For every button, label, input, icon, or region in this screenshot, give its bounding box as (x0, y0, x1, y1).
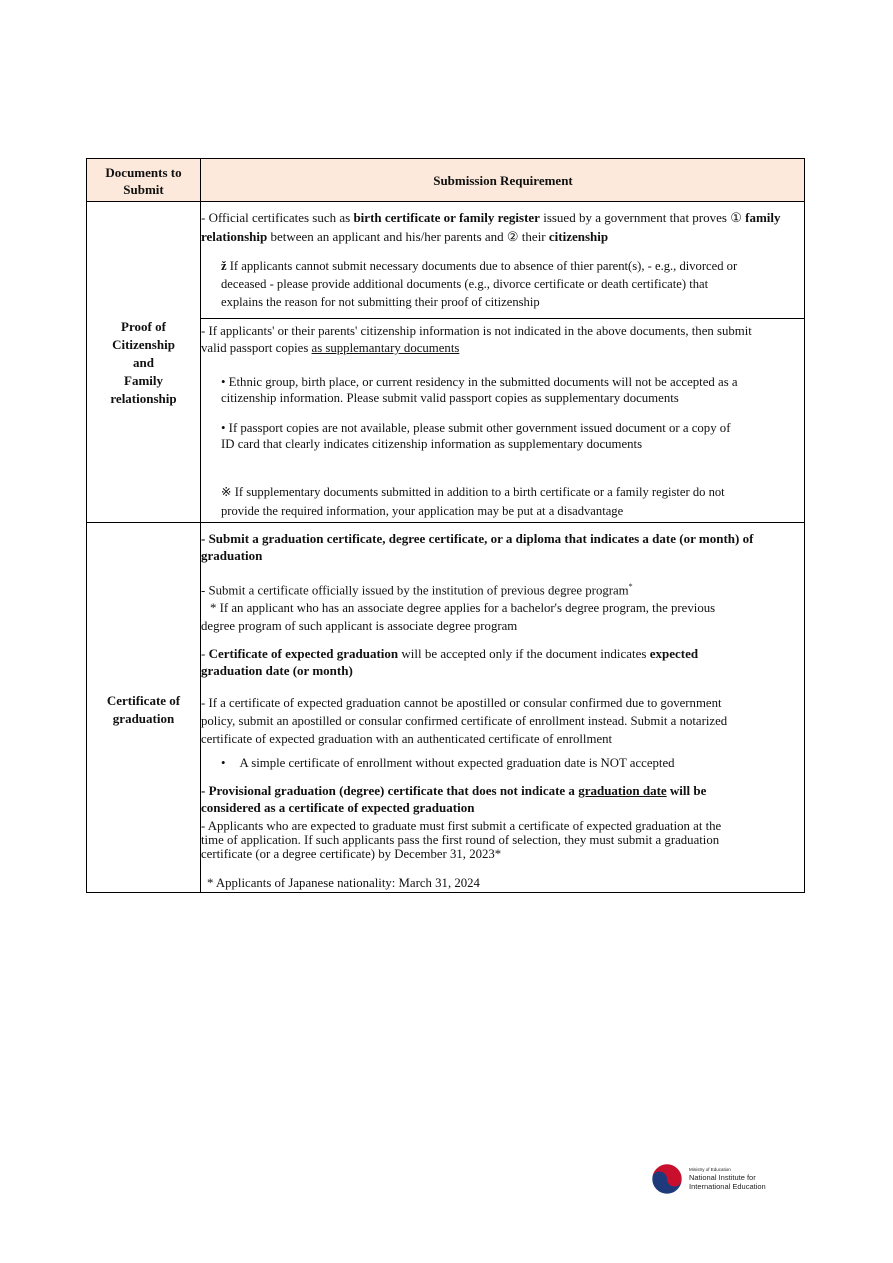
japanese-nationality-note: * Applicants of Japanese nationality: March 31, 2024 (207, 876, 480, 890)
header-submission-requirement: Submission Requirement (433, 173, 573, 188)
row-label-proof-of-citizenship: Proof of Citizenship and Family relationship (110, 319, 177, 406)
passport-unavailable-bullet: • If passport copies are not available, please submit other government issued document or a copy of ID card that clearly indicates citizenship information as supplementary documents (221, 421, 731, 451)
row-label-certificate-of-graduation: Certificate of graduation (106, 693, 181, 726)
simple-enrollment-bullet: • A simple certificate of enrollment without expected graduation date is NOT accepted (221, 756, 675, 770)
expected-graduation-paragraph: - Certificate of expected graduation will be accepted only if the document indicates expected graduation date (or month) (201, 646, 699, 678)
expected-to-graduate-paragraph: - Applicants who are expected to graduate must first submit a certificate of expected graduation at the time of application. If such applicants pass the first round of selection, they must submit a graduation certificate (or a degree certificate) by December 31, 2023* (201, 819, 722, 861)
provisional-certificate-paragraph: - Provisional graduation (degree) certificate that does not indicate a graduation date will be considered as a certificate of expected graduation (201, 783, 707, 815)
nile-logo-emblem (651, 1163, 683, 1195)
graduation-certificate-requirement: - Submit a graduation certificate, degree certificate, or a diploma that indicates a date (or month) of graduation (201, 531, 754, 563)
header-documents-to-submit: Documents to Submit (105, 165, 182, 197)
subrow-divider (200, 318, 805, 319)
absence-of-parents-note: ž If applicants cannot submit necessary documents due to absence of thier parent(s), - e.g., divorced or deceased - please provide additional documents (e.g., divorce certificate or death certificate) that explains the reason for not submitting their proof of citizenship (221, 259, 738, 309)
ethnic-group-bullet: • Ethnic group, birth place, or current residency in the submitted documents will not be accepted as a citizenship information. Please submit valid passport copies as supplementary documents (221, 375, 738, 405)
nile-logo-text: Ministry of Education National Institute for International Education (689, 1167, 766, 1191)
taegeuk-icon (651, 1163, 683, 1195)
previous-degree-paragraph: - Submit a certificate officially issued by the institution of previous degree program* * If an applicant who has an associate degree applies for a bachelor's degree program, the previous degree program of such applicant is associate degree program (201, 582, 716, 634)
row-divider (86, 522, 805, 523)
official-certificates-paragraph: - Official certificates such as birth certificate or family register issued by a government that proves ① family relationship between an applicant and his/her parents and ② their citizenship (201, 210, 781, 244)
apostille-paragraph: - If a certificate of expected graduation cannot be apostilled or consular confirmed due to government policy, submit an apostilled or consular confirmed certificate of enrollment instead. Submit a notarized certificate of expected graduation with an authenticated certificate of enrollment (201, 696, 728, 746)
supplementary-disadvantage-note: ※ If supplementary documents submitted in addition to a birth certificate or a family register do not provide the required information, your application may be put at a disadvantage (221, 485, 725, 518)
passport-copies-paragraph: - If applicants' or their parents' citizenship information is not indicated in the above documents, then submit valid passport copies as supplemantary documents (201, 324, 752, 355)
header-row-divider (86, 201, 805, 202)
